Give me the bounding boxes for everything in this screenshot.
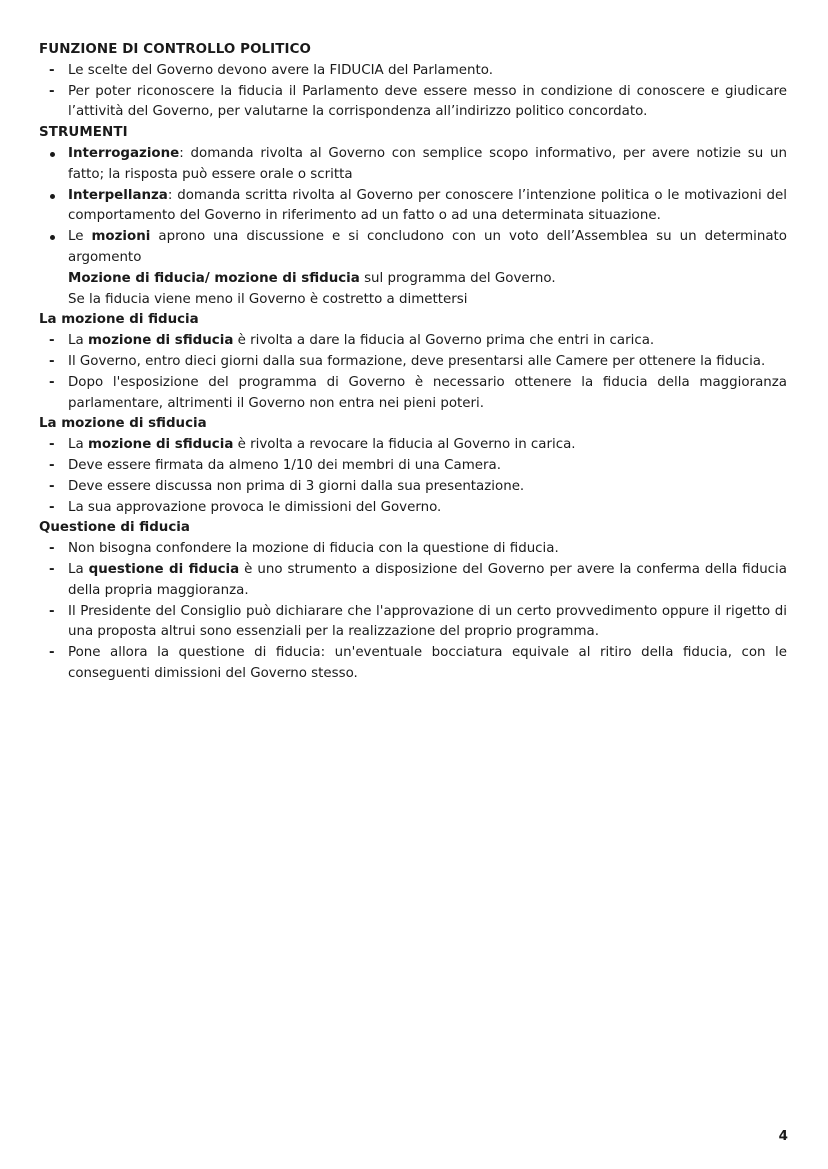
item-text: è rivolta a dare la fiducia al Governo prima che entri in carica. [233,333,655,349]
term-interrogazione: Interrogazione [68,145,180,161]
list-item: - Il Presidente del Consiglio può dichiarare che l'approvazione di un certo provvedimento oppure il rigetto di una proposta altrui sono essenziali per la realizzazione del proprio programma. [39,602,787,644]
list-item: - Per poter riconoscere la fiducia il Parlamento deve essere messo in condizione di conoscere e giudicare l’attività del Governo, per valutarne la corrispondenza all’indirizzo politico concordato. [39,82,787,124]
list-item [39,186,787,228]
list-mozione-sfiducia [39,435,787,518]
list-item [39,435,787,456]
item-text: La [68,561,89,577]
item-text: è uno strumento a disposizione del Governo per avere la conferma della fiducia della propria maggioranza. [68,561,787,598]
list-mozione-fiducia [39,331,787,414]
list-item: - Pone allora la questione di fiducia: un'eventuale bocciatura equivale al ritiro della fiducia, con le conseguenti dimissioni del Governo stesso. [39,643,787,685]
item-text: è rivolta a revocare la fiducia al Governo in carica. [233,437,576,453]
list-item: - Dopo l'esposizione del programma di Governo è necessario ottenere la fiducia della maggioranza parlamentare, altrimenti il Governo non entra nei pieni poteri. [39,373,787,415]
list-item: - Non bisogna confondere la mozione di fiducia con la questione di fiducia. [39,539,787,560]
list-item: - Le scelte del Governo devono avere la FIDUCIA del Parlamento. [39,61,787,82]
term-mozione-fiducia-sfiducia: Mozione di fiducia/ mozione di sfiducia [68,270,360,286]
term-mozioni: mozioni [91,229,151,245]
item-text: La [68,333,88,349]
page-number: 4 [778,1129,788,1144]
list-funzione [39,61,787,123]
list-item [39,331,787,352]
list-strumenti [39,144,787,269]
term-mozione-sfiducia: mozione di sfiducia [87,437,234,453]
list-item: - Deve essere firmata da almeno 1/10 dei membri di una Camera. [39,456,787,477]
term-questione-fiducia: questione di fiducia [88,561,240,577]
list-item [39,227,787,269]
section-heading-funzione: FUNZIONE DI CONTROLLO POLITICO [39,42,311,57]
item-text: Le [68,229,92,245]
item-text: : domanda rivolta al Governo con semplice scopo informativo, per avere notizie su un fatto; la risposta può essere orale o scritta [68,145,787,182]
item-text: La [68,437,88,453]
list-item: - Il Governo, entro dieci giorni dalla sua formazione, deve presentarsi alle Camere per ottenere la fiducia. [39,352,787,373]
item-text: sul programma del Governo. [359,270,556,286]
list-item: - Deve essere discussa non prima di 3 giorni dalla sua presentazione. [39,477,787,498]
list-item [39,560,787,602]
section-heading-mozione-fiducia: La mozione di fiducia [39,312,199,328]
section-heading-strumenti: STRUMENTI [39,125,128,141]
term-interpellanza: Interpellanza [68,187,168,203]
continuation-line [39,269,787,290]
list-questione-fiducia [39,539,787,685]
section-heading-mozione-sfiducia: La mozione di sfiducia [39,416,207,432]
item-text: : domanda scritta rivolta al Governo per conoscere l’intenzione politica o le motivazioni del comportamento del Governo in riferimento ad un fatto o ad una determinata situazione. [68,187,787,224]
list-item: - La sua approvazione provoca le dimissioni del Governo. [39,498,787,519]
document-page [39,40,787,685]
section-heading-questione-fiducia: Questione di fiducia [39,520,190,536]
term-mozione-sfiducia: mozione di sfiducia [87,333,234,349]
item-text: aprono una discussione e si concludono con un voto dell’Assemblea su un determinato argomento [68,229,787,265]
continuation-line: Se la fiducia viene meno il Governo è costretto a dimettersi [68,291,468,307]
list-item [39,144,787,186]
